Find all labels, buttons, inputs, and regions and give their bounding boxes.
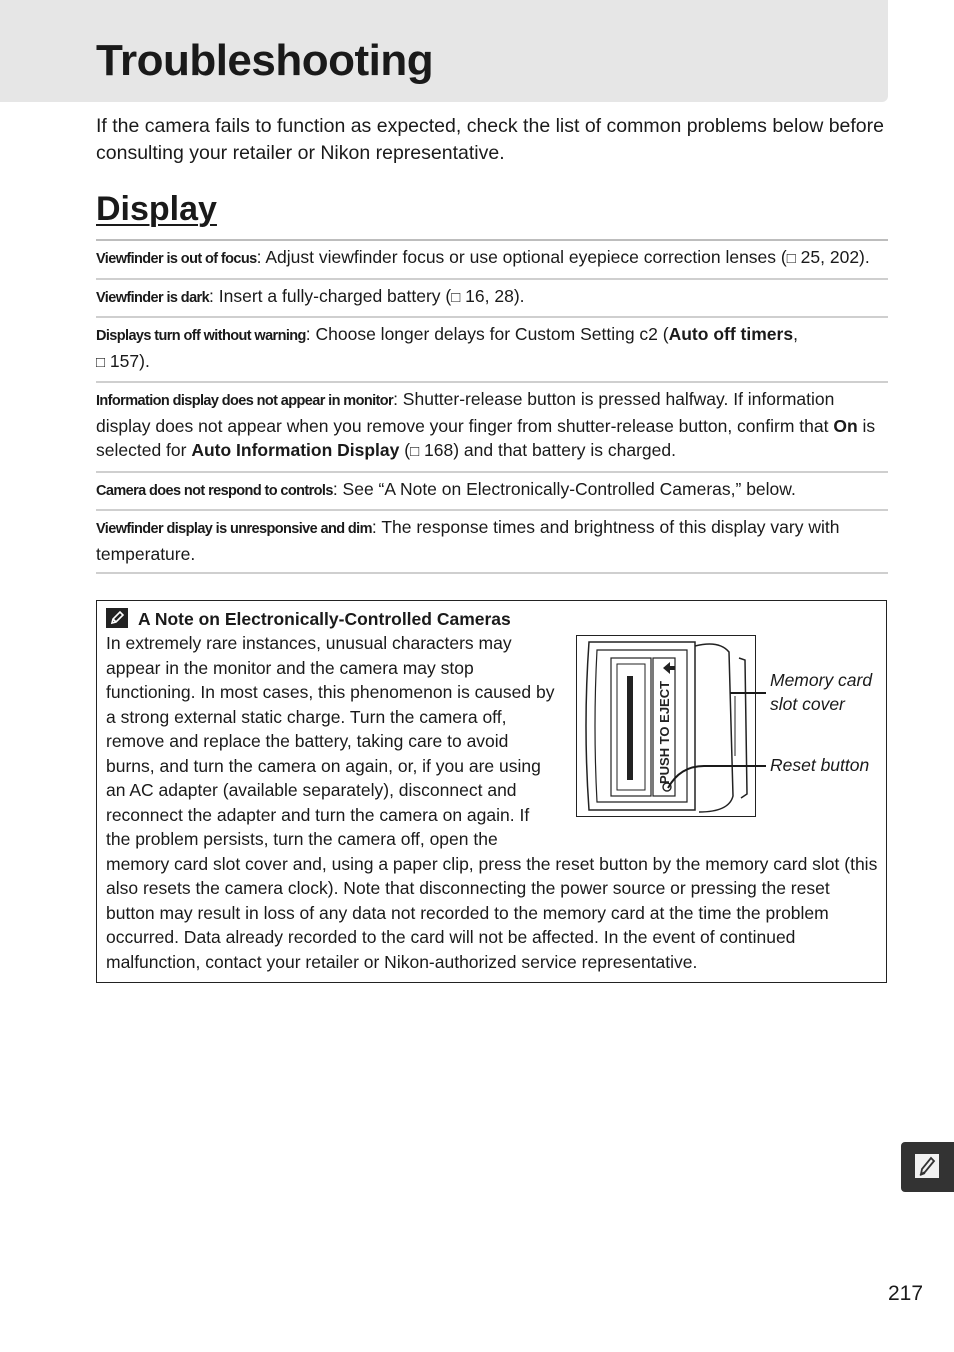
problem-term: Camera does not respond to controls [96,482,333,499]
problem-term: Viewfinder display is unresponsive and dim [96,521,372,537]
push-to-eject-label: PUSH TO EJECT [657,680,672,784]
problem-item: Displays turn off without warning: Choose longer delays for Custom Setting c2 (Auto off timers, □ 157). [96,318,888,383]
problem-term: Viewfinder is out of focus [96,251,257,267]
pencil-note-icon [106,608,128,628]
problem-term: Displays turn off without warning [96,328,306,344]
note-heading [106,607,511,631]
page-ref-icon: □ [451,288,461,306]
note-box [96,600,887,983]
reset-callout-line [664,760,768,792]
note-title: A Note on Electronically-Controlled Cameras [138,609,511,629]
problem-item: Viewfinder display is unresponsive and dim: The response times and brightness of this display vary with temperature. [96,511,888,574]
problem-term: Information display does not appear in monitor [96,393,394,409]
page-title: Troubleshooting [96,36,434,85]
reset-callout: Reset button [770,755,870,775]
page-ref-icon: □ [786,250,796,267]
troubleshooting-tab-icon [913,1152,941,1180]
troubleshooting-tab [901,1142,954,1192]
cover-callout-line [730,692,766,694]
problem-term: Viewfinder is dark [96,289,210,306]
page-ref-icon: □ [410,443,420,460]
page-ref-icon: □ [96,353,106,371]
problem-list [96,239,888,574]
cover-callout: Memory card slot cover [770,670,873,714]
section-title: Display [96,190,217,228]
intro-paragraph: If the camera fails to function as expected, check the list of common problems below before consulting your retailer or Nikon representative. [96,115,884,164]
problem-item: Viewfinder is dark: Insert a fully-charged battery (□ 16, 28). [96,280,888,319]
page-number: 217 [888,1282,924,1305]
eject-arrow-icon [663,662,675,674]
problem-item: Information display does not appear in monitor: Shutter-release button is pressed halfway. If information display does not appear when you remove your finger from shutter-release button, confirm that On is selected for Auto Information Display (□ 168) and that battery is charged. [96,383,888,473]
problem-item: Viewfinder is out of focus: Adjust viewfinder focus or use optional eyepiece correction lenses (□ 25, 202). [96,241,888,280]
note-body: In extremely rare instances, unusual characters may appear in the monitor and the camera may stop functioning. In most cases, this phenomenon is caused by a strong external static charge. Turn the camera off, remove and replace the battery, taking care to avoid burns, and turn the camera on again, or, if you are using an AC adapter (available separately), disconnect and reconnect the adapter and turn the camera on again. If the problem persists, turn the camera off, open the memory card slot cover and, using a paper clip, press the reset button by the memory card slot (this also resets the camera clock). Note that disconnecting the power source or pressing the reset button may result in loss of any data not recorded to the memory card at the time the problem occurred. Data already recorded to the card will not be affected. In the event of continued malfunction, contact your retailer or Nikon-authorized service representative. [106,633,878,972]
problem-item: Camera does not respond to controls: See “A Note on Electronically-Controlled Cameras,” below. [96,473,888,512]
